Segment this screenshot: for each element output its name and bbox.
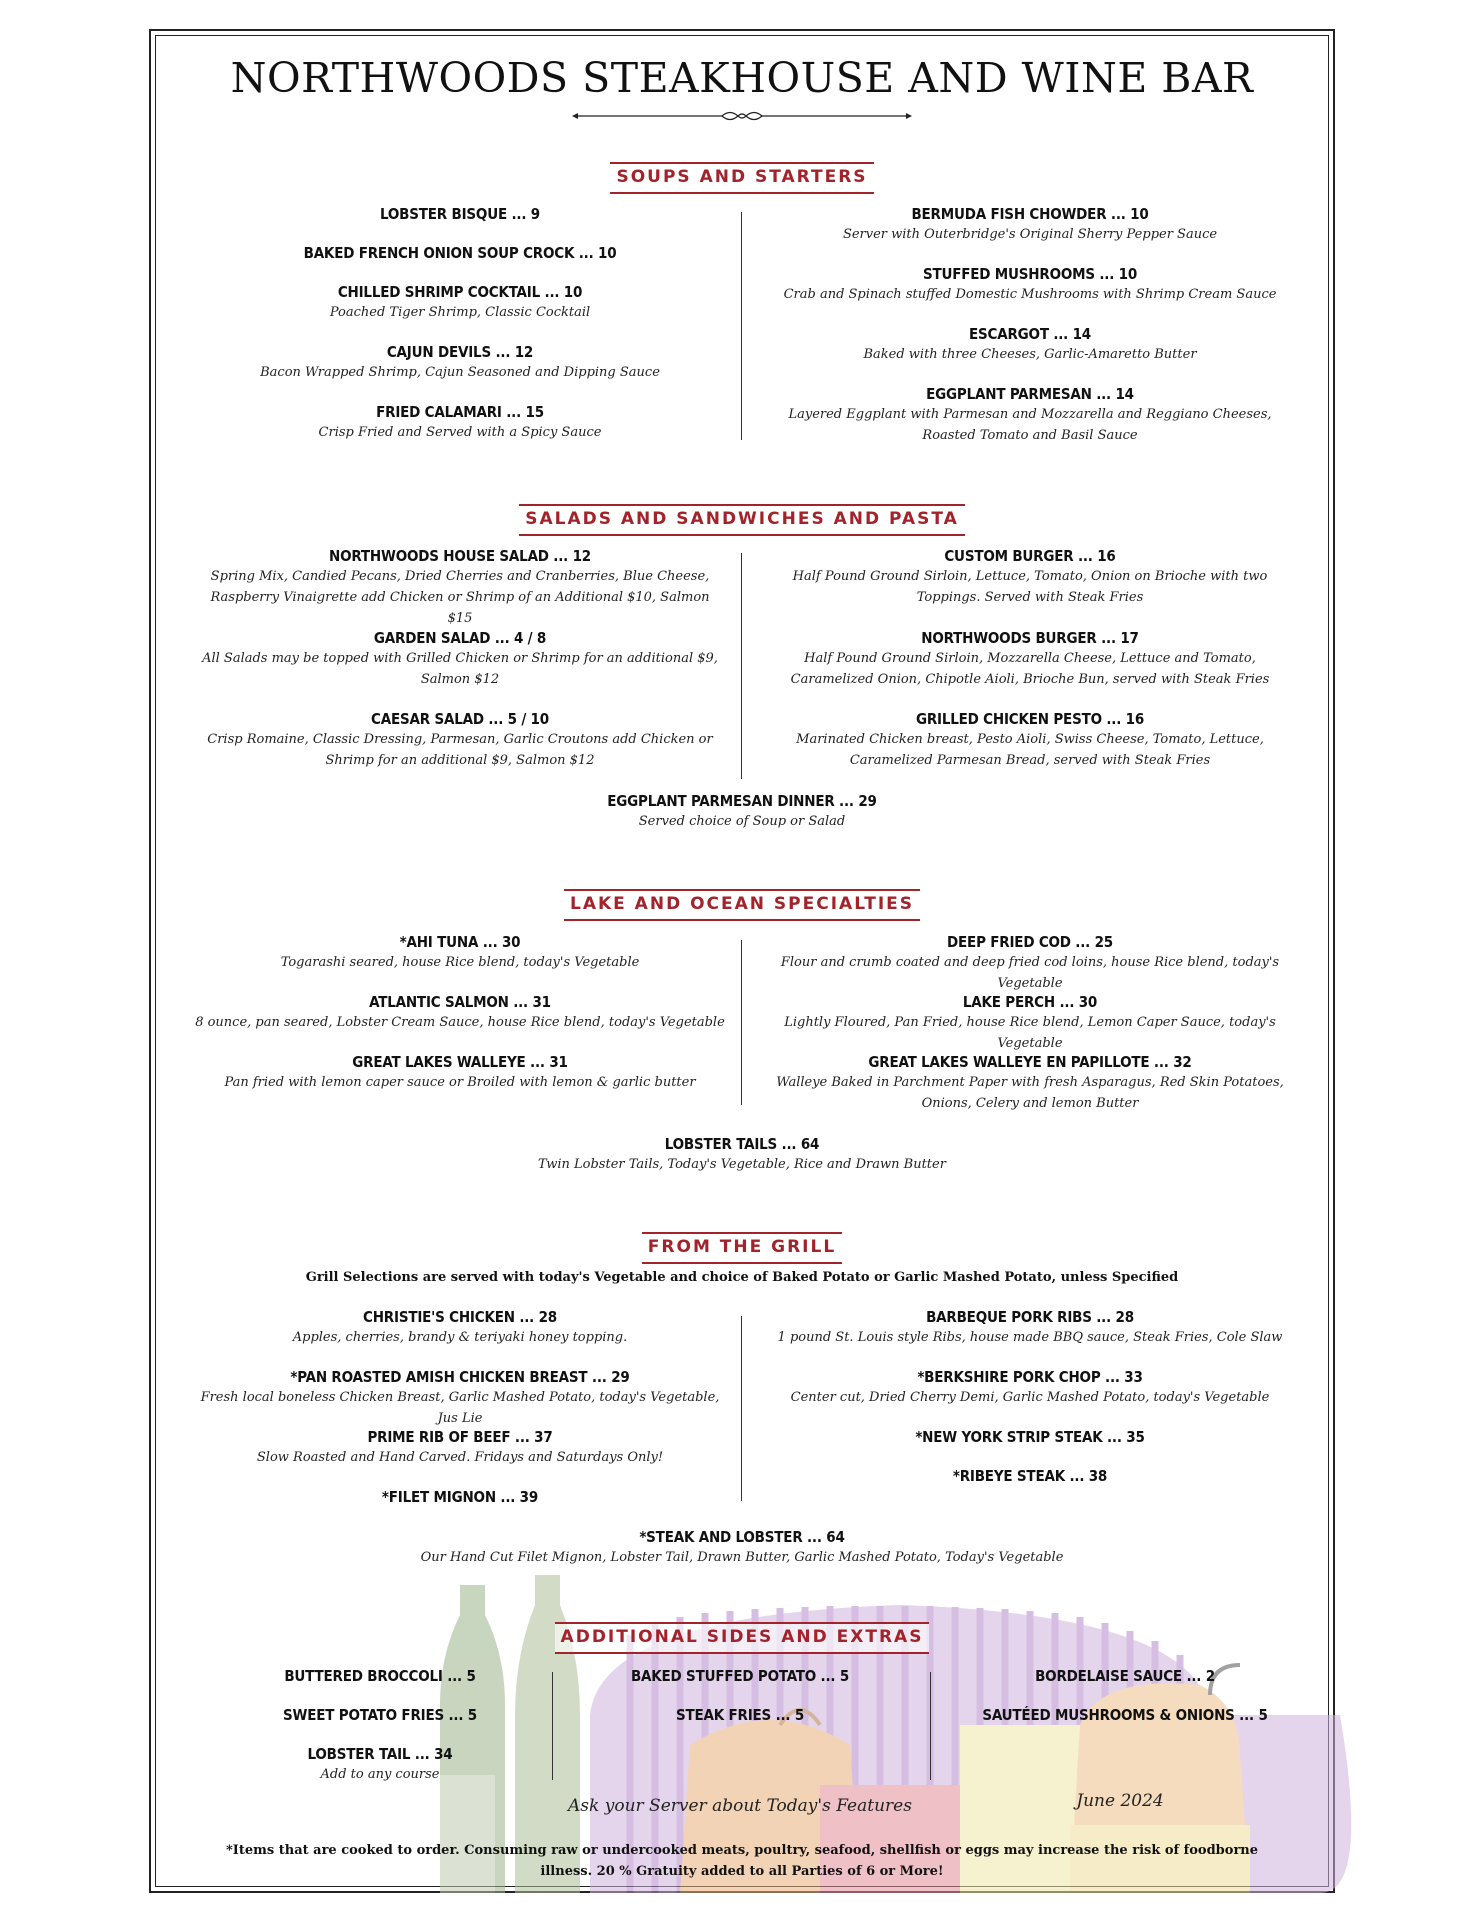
todays-features-note: Ask your Server about Today's Features (568, 1796, 912, 1816)
item-name: *FILET MIGNON ... 39 (381, 1488, 539, 1506)
column-divider (930, 1672, 931, 1780)
menu-item (190, 993, 730, 1033)
menu-item (760, 205, 1300, 245)
column-divider (552, 1672, 553, 1780)
item-description: Twin Lobster Tails, Today's Vegetable, Rice and Drawn Butter (538, 1157, 946, 1172)
menu-item (200, 710, 720, 771)
item-name: BORDELAISE SAUCE ... 2 (1035, 1667, 1215, 1685)
item-name: DEEP FRIED COD ... 25 (947, 933, 1113, 951)
item-name: LOBSTER BISQUE ... 9 (380, 205, 540, 223)
item-name: LOBSTER TAILS ... 64 (664, 1135, 820, 1153)
item-description: Layered Eggplant with Parmesan and Mozzarella and Reggiano Cheeses, Roasted Tomato and Basil Sauce (788, 407, 1272, 443)
item-name: EGGPLANT PARMESAN DINNER ... 29 (607, 792, 877, 810)
item-description: Togarashi seared, house Rice blend, today's Vegetable (280, 955, 640, 970)
item-description: All Salads may be topped with Grilled Chicken or Shrimp for an additional $9, Salmon $12 (202, 651, 718, 687)
menu-item (760, 1428, 1300, 1446)
menu-item (190, 933, 730, 973)
menu-item (392, 1528, 1092, 1568)
item-name: LOBSTER TAIL ... 34 (307, 1745, 453, 1763)
item-name: BARBEQUE PORK RIBS ... 28 (926, 1308, 1134, 1326)
section-heading-sides: ADDITIONAL SIDES AND EXTRAS (0, 1622, 1484, 1654)
item-description: Half Pound Ground Sirloin, Mozzarella Cheese, Lettuce and Tomato, Caramelized Onion, Chipotle Aioli, Brioche Bun, served with Steak Fries (790, 651, 1270, 687)
menu-item (442, 792, 1042, 832)
item-name: *BERKSHIRE PORK CHOP ... 33 (917, 1368, 1143, 1386)
item-name: GARDEN SALAD ... 4 / 8 (373, 629, 547, 647)
item-name: GREAT LAKES WALLEYE EN PAPILLOTE ... 32 (868, 1053, 1192, 1071)
menu-item (190, 343, 730, 383)
item-description: Server with Outerbridge's Original Sherry Pepper Sauce (842, 227, 1218, 242)
item-name: *STEAK AND LOBSTER ... 64 (639, 1528, 845, 1546)
side-item (230, 1667, 530, 1685)
menu-item (190, 403, 730, 443)
item-name: CAJUN DEVILS ... 12 (386, 343, 534, 361)
item-name: NORTHWOODS HOUSE SALAD ... 12 (329, 547, 591, 565)
item-name: ATLANTIC SALMON ... 31 (369, 993, 551, 1011)
menu-date: June 2024 (1076, 1791, 1164, 1811)
menu-item (770, 1053, 1290, 1114)
item-name: SAUTÉED MUSHROOMS & ONIONS ... 5 (982, 1706, 1268, 1724)
menu-item (190, 1053, 730, 1093)
menu-item (760, 1308, 1300, 1348)
item-description: 1 pound St. Louis style Ribs, house made BBQ sauce, Steak Fries, Cole Slaw (777, 1330, 1283, 1345)
item-name: EGGPLANT PARMESAN ... 14 (926, 385, 1134, 403)
item-description: Half Pound Ground Sirloin, Lettuce, Tomato, Onion on Brioche with two Toppings. Served with Steak Fries (792, 569, 1268, 605)
column-divider (741, 940, 742, 1105)
item-description: Poached Tiger Shrimp, Classic Cocktail (329, 305, 591, 320)
item-description: Walleye Baked in Parchment Paper with fresh Asparagus, Red Skin Potatoes, Onions, Celery and lemon Butter (776, 1075, 1284, 1111)
item-description: Crisp Romaine, Classic Dressing, Parmesan, Garlic Croutons add Chicken or Shrimp for an additional $9, Salmon $12 (207, 732, 713, 768)
item-description: Our Hand Cut Filet Mignon, Lobster Tail, Drawn Butter, Garlic Mashed Potato, Today's Vegetable (420, 1550, 1064, 1565)
column-divider (741, 212, 742, 440)
menu-item (760, 933, 1300, 994)
food-safety-disclaimer: *Items that are cooked to order. Consuming raw or undercooked meats, poultry, seafood, shellfish or eggs may increase the risk of foodborne illness. 20 % Gratuity added to all Parties of 6 or More! (225, 1843, 1259, 1879)
item-description: Pan fried with lemon caper sauce or Broiled with lemon & garlic butter (224, 1075, 696, 1090)
menu-item (760, 1368, 1300, 1408)
menu-item (190, 1368, 730, 1429)
title-flourish-ornament (572, 108, 912, 124)
section-heading-seafood: LAKE AND OCEAN SPECIALTIES (0, 889, 1484, 921)
item-description: Add to any course (320, 1767, 440, 1782)
menu-item (200, 629, 720, 690)
section-heading-grill: FROM THE GRILL (0, 1232, 1484, 1264)
item-description: Baked with three Cheeses, Garlic-Amaretto Butter (863, 347, 1197, 362)
item-description: Spring Mix, Candied Pecans, Dried Cherries and Cranberries, Blue Cheese, Raspberry Vinaigrette add Chicken or Shrimp of an Additional $10, Salmon $15 (210, 569, 710, 626)
side-item (230, 1745, 530, 1785)
item-description: Center cut, Dried Cherry Demi, Garlic Mashed Potato, today's Vegetable (790, 1390, 1270, 1405)
item-name: SWEET POTATO FRIES ... 5 (283, 1706, 477, 1724)
item-name: NORTHWOODS BURGER ... 17 (921, 629, 1139, 647)
item-name: BAKED FRENCH ONION SOUP CROCK ... 10 (303, 244, 617, 262)
menu-item (190, 1308, 730, 1348)
item-name: ESCARGOT ... 14 (969, 325, 1091, 343)
item-name: FRIED CALAMARI ... 15 (376, 403, 544, 421)
section-heading-soups: SOUPS AND STARTERS (0, 162, 1484, 194)
item-name: CUSTOM BURGER ... 16 (944, 547, 1116, 565)
menu-item (760, 1467, 1300, 1485)
menu-item (765, 629, 1295, 690)
menu-item (780, 385, 1280, 446)
restaurant-title: NORTHWOODS STEAKHOUSE AND WINE BAR (230, 54, 1254, 102)
menu-item (765, 547, 1295, 608)
menu-item (760, 993, 1300, 1054)
menu-item (760, 265, 1300, 305)
menu-item (760, 325, 1300, 365)
item-description: Lightly Floured, Pan Fried, house Rice blend, Lemon Caper Sauce, today's Vegetable (784, 1015, 1276, 1051)
item-description: Marinated Chicken breast, Pesto Aioli, Swiss Cheese, Tomato, Lettuce, Caramelized Parmesan Bread, served with Steak Fries (796, 732, 1264, 768)
column-divider (741, 1316, 742, 1501)
item-name: *NEW YORK STRIP STEAK ... 35 (915, 1428, 1145, 1446)
item-name: CAESAR SALAD ... 5 / 10 (371, 710, 549, 728)
item-name: STUFFED MUSHROOMS ... 10 (922, 265, 1138, 283)
item-description: Crab and Spinach stuffed Domestic Mushrooms with Shrimp Cream Sauce (783, 287, 1277, 302)
side-item (590, 1706, 890, 1724)
side-item (590, 1667, 890, 1685)
column-divider (741, 553, 742, 779)
menu-item (442, 1135, 1042, 1175)
item-description: Apples, cherries, brandy & teriyaki honey topping. (292, 1330, 628, 1345)
item-description: Crisp Fried and Served with a Spicy Sauce (318, 425, 602, 440)
menu-item (200, 547, 720, 629)
grill-note: Grill Selections are served with today's Vegetable and choice of Baked Potato or Garlic Mashed Potato, unless Specified (305, 1270, 1179, 1285)
side-item (950, 1667, 1300, 1685)
item-description: 8 ounce, pan seared, Lobster Cream Sauce, house Rice blend, today's Vegetable (195, 1015, 725, 1030)
item-name: BUTTERED BROCCOLI ... 5 (284, 1667, 476, 1685)
item-name: CHRISTIE'S CHICKEN ... 28 (363, 1308, 557, 1326)
item-name: PRIME RIB OF BEEF ... 37 (367, 1428, 553, 1446)
side-item (950, 1706, 1300, 1724)
item-name: *AHI TUNA ... 30 (399, 933, 521, 951)
section-heading-salads: SALADS AND SANDWICHES AND PASTA (0, 504, 1484, 536)
item-name: BERMUDA FISH CHOWDER ... 10 (911, 205, 1149, 223)
item-name: CHILLED SHRIMP COCKTAIL ... 10 (337, 283, 583, 301)
item-name: *PAN ROASTED AMISH CHICKEN BREAST ... 29 (290, 1368, 630, 1386)
item-description: Fresh local boneless Chicken Breast, Garlic Mashed Potato, today's Vegetable, Jus Lie (200, 1390, 720, 1426)
item-name: LAKE PERCH ... 30 (962, 993, 1098, 1011)
item-name: GREAT LAKES WALLEYE ... 31 (352, 1053, 568, 1071)
item-name: *RIBEYE STEAK ... 38 (952, 1467, 1108, 1485)
menu-item (190, 244, 730, 262)
menu-item (190, 283, 730, 323)
side-item (230, 1706, 530, 1724)
item-name: GRILLED CHICKEN PESTO ... 16 (915, 710, 1145, 728)
item-description: Flour and crumb coated and deep fried cod loins, house Rice blend, today's Vegetable (780, 955, 1280, 991)
menu-item (190, 1428, 730, 1468)
item-description: Bacon Wrapped Shrimp, Cajun Seasoned and Dipping Sauce (260, 365, 660, 380)
item-name: STEAK FRIES ... 5 (675, 1706, 805, 1724)
item-description: Served choice of Soup or Salad (638, 814, 846, 829)
menu-item (190, 205, 730, 223)
menu-item (190, 1488, 730, 1506)
menu-item (765, 710, 1295, 771)
item-description: Slow Roasted and Hand Carved. Fridays and Saturdays Only! (256, 1450, 664, 1465)
item-name: BAKED STUFFED POTATO ... 5 (630, 1667, 850, 1685)
